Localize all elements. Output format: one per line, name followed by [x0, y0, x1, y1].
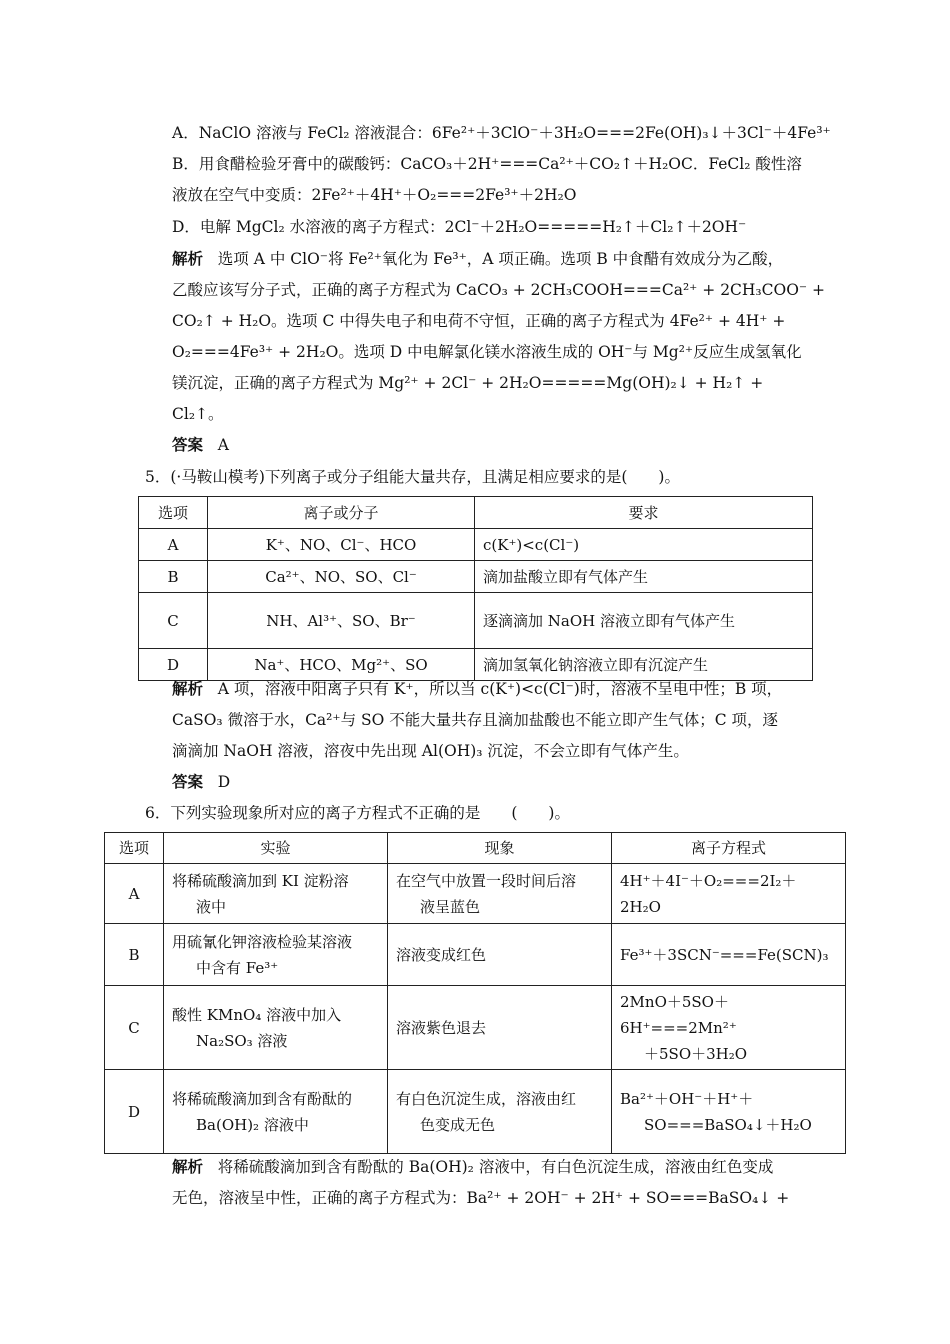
table-cell: B — [139, 561, 208, 593]
question-6-title: 6．下列实验现象所对应的离子方程式不正确的是 ( )。 — [145, 804, 570, 822]
analysis-4-line-3: CO₂↑ + H₂O。选项 C 中得失电子和电荷不守恒，正确的离子方程式为 4Fe²⁺ + 4H⁺ + — [172, 312, 786, 330]
table-header: 实验 — [164, 833, 388, 864]
table-header: 离子或分子 — [208, 497, 475, 529]
table-cell: 滴加氢氧化钠溶液立即有沉淀产生 — [475, 649, 813, 681]
answer-label: 答案 — [172, 772, 204, 791]
question-5-table — [138, 496, 813, 681]
table-cell: Ca²⁺、NO、SO、Cl⁻ — [208, 561, 475, 593]
analysis-6-line-1: 解析 将稀硫酸滴加到含有酚酞的 Ba(OH)₂ 溶液中，有白色沉淀生成，溶液由红色变成 — [172, 1157, 774, 1176]
answer-4: 答案 A — [172, 435, 229, 454]
table-header: 选项 — [139, 497, 208, 529]
option-a: A．NaClO 溶液与 FeCl₂ 溶液混合：6Fe²⁺＋3ClO⁻＋3H₂O===2Fe(OH)₃↓＋3Cl⁻＋4Fe³⁺ — [172, 124, 831, 142]
option-d: D．电解 MgCl₂ 水溶液的离子方程式：2Cl⁻＋2H₂O=====H₂↑＋Cl₂↑＋2OH⁻ — [172, 218, 747, 236]
table-cell: 溶液变成红色 — [388, 924, 612, 986]
table-cell: NH、Al³⁺、SO、Br⁻ — [208, 593, 475, 649]
analysis-4-line-4: O₂===4Fe³⁺ + 2H₂O。选项 D 中电解氯化镁水溶液生成的 OH⁻与 Mg²⁺反应生成氢氧化 — [172, 343, 802, 361]
analysis-label: 解析 — [172, 249, 204, 268]
table-header: 离子方程式 — [612, 833, 846, 864]
table-cell: Ba²⁺＋OH⁻＋H⁺＋ SO===BaSO₄↓＋H₂O — [612, 1070, 846, 1154]
table-header: 现象 — [388, 833, 612, 864]
table-cell: Na⁺、HCO、Mg²⁺、SO — [208, 649, 475, 681]
analysis-4-line-6: Cl₂↑。 — [172, 405, 224, 423]
table-cell: 在空气中放置一段时间后溶 液呈蓝色 — [388, 864, 612, 924]
table-cell: C — [105, 986, 164, 1070]
table-cell: 逐滴滴加 NaOH 溶液立即有气体产生 — [475, 593, 813, 649]
analysis-5-line-3: 滴滴加 NaOH 溶液，溶夜中先出现 Al(OH)₃ 沉淀，不会立即有气体产生。 — [172, 742, 689, 760]
table-cell: 将稀硫酸滴加到 KI 淀粉溶 液中 — [164, 864, 388, 924]
table-cell: 酸性 KMnO₄ 溶液中加入 Na₂SO₃ 溶液 — [164, 986, 388, 1070]
table-cell: K⁺、NO、Cl⁻、HCO — [208, 529, 475, 561]
table-cell: Fe³⁺＋3SCN⁻===Fe(SCN)₃ — [612, 924, 846, 986]
table-cell: C — [139, 593, 208, 649]
table-cell: B — [105, 924, 164, 986]
analysis-5-line-2: CaSO₃ 微溶于水，Ca²⁺与 SO 不能大量共存且滴加盐酸也不能立即产生气体；C 项，逐 — [172, 711, 779, 729]
table-cell: 4H⁺＋4I⁻＋O₂===2I₂＋2H₂O — [612, 864, 846, 924]
analysis-6-line-2: 无色，溶液呈中性，正确的离子方程式为：Ba²⁺ + 2OH⁻ + 2H⁺ + SO===BaSO₄↓ + — [172, 1189, 790, 1207]
table-header: 选项 — [105, 833, 164, 864]
analysis-4-line-2: 乙酸应该写分子式，正确的离子方程式为 CaCO₃ + 2CH₃COOH===Ca²⁺ + 2CH₃COO⁻ + — [172, 281, 826, 299]
table-cell: 用硫氰化钾溶液检验某溶液 中含有 Fe³⁺ — [164, 924, 388, 986]
option-b-cont: 液放在空气中变质：2Fe²⁺＋4H⁺＋O₂===2Fe³⁺＋2H₂O — [172, 186, 577, 204]
table-cell: c(K⁺)<c(Cl⁻) — [475, 529, 813, 561]
answer-5: 答案 D — [172, 772, 231, 791]
question-5-title: 5．(·马鞍山模考)下列离子或分子组能大量共存，且满足相应要求的是( )。 — [145, 468, 680, 486]
table-cell: D — [139, 649, 208, 681]
table-cell: 滴加盐酸立即有气体产生 — [475, 561, 813, 593]
table-cell: A — [105, 864, 164, 924]
table-cell: D — [105, 1070, 164, 1154]
option-b: B．用食醋检验牙膏中的碳酸钙：CaCO₃＋2H⁺===Ca²⁺＋CO₂↑＋H₂OC．FeCl₂ 酸性溶 — [172, 155, 802, 173]
table-cell: 溶液紫色退去 — [388, 986, 612, 1070]
analysis-5-line-1: 解析 A 项，溶液中阳离子只有 K⁺，所以当 c(K⁺)<c(Cl⁻)时，溶液不呈电中性；B 项， — [172, 679, 783, 698]
table-header: 要求 — [475, 497, 813, 529]
table-cell: 2MnO＋5SO＋6H⁺===2Mn²⁺ ＋5SO＋3H₂O — [612, 986, 846, 1070]
answer-label: 答案 — [172, 435, 204, 454]
analysis-4-line-1: 解析 选项 A 中 ClO⁻将 Fe²⁺氧化为 Fe³⁺，A 项正确。选项 B 中食醋有效成分为乙酸， — [172, 249, 784, 268]
analysis-label: 解析 — [172, 679, 204, 698]
analysis-4-line-5: 镁沉淀，正确的离子方程式为 Mg²⁺ + 2Cl⁻ + 2H₂O=====Mg(OH)₂↓ + H₂↑ + — [172, 374, 764, 392]
table-cell: 将稀硫酸滴加到含有酚酞的 Ba(OH)₂ 溶液中 — [164, 1070, 388, 1154]
table-cell: A — [139, 529, 208, 561]
analysis-label: 解析 — [172, 1157, 204, 1176]
question-6-table — [104, 832, 846, 1154]
table-cell: 有白色沉淀生成，溶液由红 色变成无色 — [388, 1070, 612, 1154]
